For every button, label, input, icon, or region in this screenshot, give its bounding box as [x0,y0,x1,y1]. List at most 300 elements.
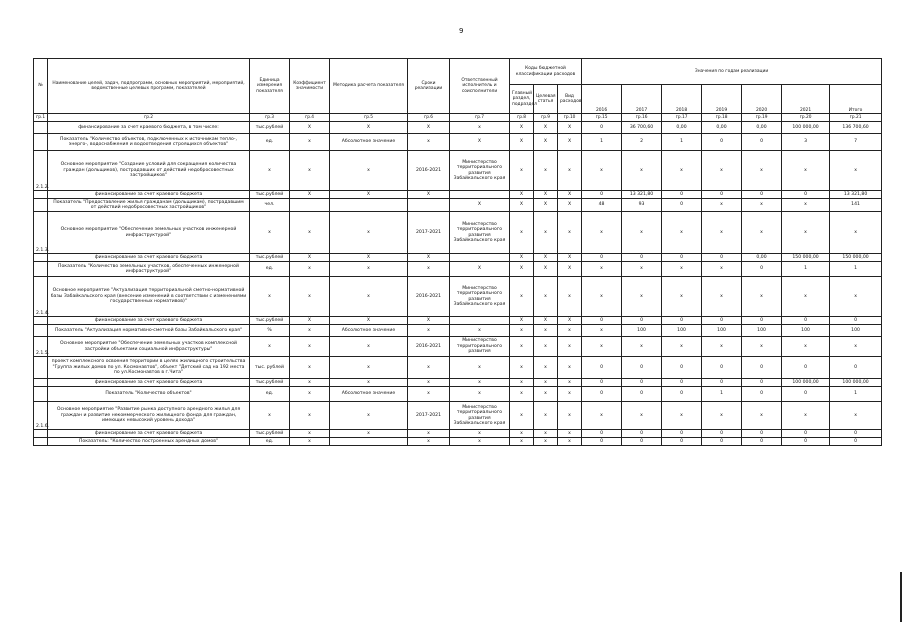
cell-name: Основное мероприятие "Создание условий для сокращения количества граждан (дольщиков), пострадавших от действий недобросовестных застройщиков" [48,151,250,191]
cell-c3: Х [558,134,582,151]
cell-value: 0 [742,262,782,277]
cell-value: 0 [662,254,702,262]
cell-value: х [782,199,830,212]
table-row [34,212,882,254]
header-codes: Коды бюджетной классификации расходов [510,59,582,85]
cell-name: Основное мероприятие "Обеспечение земельных участков инженерной инфраструктурой" [48,212,250,254]
table-row [34,317,882,325]
cell-exec [450,254,510,262]
cell-exec: Министерство территориального развития [450,337,510,357]
cell-value: 100 [702,325,742,337]
cell-num [34,387,48,402]
cell-value: х [742,402,782,430]
cell-value: х [702,212,742,254]
cell-num [34,317,48,325]
cell-term: х [408,387,450,402]
cell-unit: х [250,277,290,317]
table-row [34,254,882,262]
cell-value: 0 [742,430,782,438]
cell-method: Абсолютное значение [330,387,408,402]
cell-num [34,254,48,262]
gr-cell: гр.18 [702,114,742,122]
cell-value: х [662,262,702,277]
table-row [34,357,882,379]
cell-unit: тыс.рублей [250,317,290,325]
cell-c3: х [558,357,582,379]
cell-c1: х [510,212,534,254]
cell-c1: Х [510,122,534,134]
cell-value: 36 700,60 [622,122,662,134]
cell-c2: Х [534,317,558,325]
gr-cell: гр.4 [290,114,330,122]
cell-value: 0 [662,387,702,402]
cell-value: 0 [622,430,662,438]
cell-value: х [622,337,662,357]
cell-num: 2.1.5. [34,337,48,357]
cell-c2: х [534,212,558,254]
cell-value: х [582,262,622,277]
cell-c2: х [534,430,558,438]
cell-num [34,191,48,199]
gr-cell: гр.15 [582,114,622,122]
table-row [34,151,882,191]
table-row [34,387,882,402]
header-name: Наименование целей, задач, подпрограмм, основных мероприятий, мероприятий, ведомственные целевых программ, показателей [48,59,250,114]
cell-value: 0 [582,430,622,438]
cell-coef: х [290,379,330,387]
cell-value: 0 [742,317,782,325]
cell-value: х [702,199,742,212]
cell-c3: Х [558,317,582,325]
cell-num [34,199,48,212]
cell-value: 0 [830,317,882,325]
gr-cell: гр.16 [622,114,662,122]
cell-term: х [408,438,450,446]
cell-value: 0 [742,379,782,387]
cell-value: 100 [830,325,882,337]
cell-unit: х [250,337,290,357]
cell-value: 1 [782,262,830,277]
header-term: Сроки реализации [408,59,450,114]
cell-name: Показатель: "Количество построенных арендных домов" [48,438,250,446]
cell-name: Основное мероприятие "Обеспечение земельных участков комплексной застройки объектами социальной инфраструктуры" [48,337,250,357]
cell-value: 0 [782,317,830,325]
header-row-1 [34,59,882,85]
gr-cell: гр.7 [450,114,510,122]
cell-method: Абсолютное значение [330,134,408,151]
header-num: № [34,59,48,114]
cell-unit: х [250,212,290,254]
cell-term: 2017-2021 [408,402,450,430]
table-row [34,337,882,357]
cell-c2: Х [534,199,558,212]
cell-unit: % [250,325,290,337]
cell-value: х [702,262,742,277]
cell-method: х [330,151,408,191]
gr-cell: гр.8 [510,114,534,122]
cell-value: 0 [702,134,742,151]
cell-c2: х [534,151,558,191]
cell-num [34,325,48,337]
cell-value: 100 [622,325,662,337]
cell-c1: х [510,430,534,438]
gr-cell: гр.3 [250,114,290,122]
cell-value: 0 [582,317,622,325]
cell-coef: Х [290,317,330,325]
gr-cell: гр.1 [34,114,48,122]
cell-name: финансирование за счет краевого бюджета [48,430,250,438]
cell-exec: х [450,122,510,134]
cell-unit: ед. [250,134,290,151]
cell-c2: Х [534,262,558,277]
cell-value: х [702,337,742,357]
cell-value: х [830,402,882,430]
cell-value: 0 [622,379,662,387]
table-row [34,191,882,199]
header-year-2021: 2021 [782,85,830,114]
cell-c1: Х [510,134,534,151]
cell-value: х [702,277,742,317]
cell-name: Показатель "Актуализация нормативно-сметной базы Забайкальского края" [48,325,250,337]
cell-value: х [622,402,662,430]
cell-unit: ед. [250,438,290,446]
cell-value: 0 [830,438,882,446]
cell-c3: х [558,430,582,438]
cell-value: 1 [662,134,702,151]
cell-method [330,199,408,212]
table-row [34,325,882,337]
cell-value: 0 [702,430,742,438]
cell-value: 0 [662,199,702,212]
cell-value: 0 [742,134,782,151]
gr-cell: гр.17 [662,114,702,122]
cell-value: х [662,212,702,254]
cell-value: х [782,151,830,191]
cell-value: х [830,212,882,254]
cell-coef: х [290,438,330,446]
cell-method: х [330,212,408,254]
header-method: Методика расчета показателя [330,59,408,114]
cell-num [34,438,48,446]
cell-value: 0 [662,438,702,446]
cell-method: Х [330,254,408,262]
cell-value: 0 [582,122,622,134]
header-total: Итого [830,85,882,114]
cell-value: 0 [782,387,830,402]
cell-c2: х [534,438,558,446]
cell-value: х [622,212,662,254]
cell-value: 13 321,80 [830,191,882,199]
cell-c3: Х [558,262,582,277]
cell-term: х [408,379,450,387]
cell-value: 1 [582,134,622,151]
cell-unit: тыс.рублей [250,430,290,438]
cell-num: 2.1.2. [34,151,48,191]
cell-value: 1 [702,387,742,402]
cell-name: финансирование за счет краевого бюджета [48,191,250,199]
cell-value: х [742,212,782,254]
cell-num: 2.1.6. [34,402,48,430]
cell-value: 100 000,00 [782,379,830,387]
cell-name: Показатель "Предоставление жилья гражданам (дольщикам), пострадавшим от действий недобросовестных застройщиков" [48,199,250,212]
cell-value: 93 [622,199,662,212]
cell-value: х [742,277,782,317]
cell-term: Х [408,317,450,325]
cell-value: х [662,277,702,317]
gr-cell: гр.6 [408,114,450,122]
cell-c3: х [558,212,582,254]
cell-value: х [702,402,742,430]
header-code-type: Вид расходов [558,85,582,114]
cell-term: 2017-2021 [408,212,450,254]
cell-value: х [782,402,830,430]
cell-method: х [330,357,408,379]
table-row [34,438,882,446]
cell-coef: х [290,387,330,402]
page-number: 9 [459,27,464,35]
cell-value: х [662,402,702,430]
cell-value: 100 [782,325,830,337]
cell-term: х [408,357,450,379]
cell-c1: х [510,325,534,337]
cell-exec: х [450,387,510,402]
cell-value: х [582,337,622,357]
table-row [34,122,882,134]
cell-c1: х [510,387,534,402]
cell-method: х [330,337,408,357]
cell-c1: Х [510,317,534,325]
cell-unit: тыс.рублей [250,254,290,262]
cell-value: х [622,151,662,191]
cell-method: х [330,402,408,430]
cell-exec: Министерство территориального развития Забайкальского края [450,151,510,191]
cell-value: 0 [702,379,742,387]
gr-cell: гр.9 [534,114,558,122]
cell-c1: Х [510,254,534,262]
cell-value: х [582,151,622,191]
cell-term: 2016-2021 [408,337,450,357]
cell-name: финансирование за счет краевого бюджета, в том числе: [48,122,250,134]
cell-name: финансирование за счет краевого бюджета [48,317,250,325]
scan-edge-mark [900,572,902,622]
cell-c1: х [510,357,534,379]
column-number-row [34,114,882,122]
cell-value: 100 [742,325,782,337]
cell-c3: Х [558,122,582,134]
gr-cell: гр.2 [48,114,250,122]
cell-name: Показатель "Количество объектов, подключенных к источникам тепло-, энерго-, водоснабжения и водоотведения строящихся объектов" [48,134,250,151]
cell-unit: тыс.рублей [250,191,290,199]
cell-value: 13 321,80 [622,191,662,199]
cell-num [34,430,48,438]
cell-unit: тыс. рублей [250,357,290,379]
cell-value: 7 [830,134,882,151]
cell-coef: Х [290,191,330,199]
header-exec: Ответственный исполнитель и соисполнители [450,59,510,114]
table-row [34,379,882,387]
cell-name: Основное мероприятие "Развитие рынка доступного арендного жилья для граждан и развитие некоммерческого жилищного фонда для граждан, имеющих невысокий уровень дохода" [48,402,250,430]
cell-value: 0,00 [662,122,702,134]
cell-num: 2.1.3. [34,212,48,254]
cell-c2: х [534,325,558,337]
cell-term: Х [408,254,450,262]
cell-value: х [622,262,662,277]
cell-coef: Х [290,254,330,262]
cell-unit: ед. [250,387,290,402]
cell-value: 0 [622,317,662,325]
cell-term: 2016-2021 [408,277,450,317]
cell-exec: х [450,325,510,337]
cell-exec: Х [450,262,510,277]
cell-value: 0,00 [742,122,782,134]
cell-exec [450,191,510,199]
table-row [34,277,882,317]
cell-value: 0 [702,191,742,199]
cell-num: 2.1.4. [34,277,48,317]
cell-term: х [408,325,450,337]
cell-name: Основное мероприятие "Актуализация территориальной сметно-нормативной базы Забайкальского края (внесение изменений в соответствии с изменениями государственных нормативов)" [48,277,250,317]
cell-value: 0 [830,357,882,379]
cell-value: 0 [662,191,702,199]
gr-cell: гр.20 [782,114,830,122]
table-row [34,262,882,277]
cell-c3: х [558,151,582,191]
cell-value: 48 [582,199,622,212]
cell-value: 0 [702,317,742,325]
cell-value: 0 [582,357,622,379]
cell-coef: Х [290,122,330,134]
cell-num [34,357,48,379]
cell-value: 0 [582,191,622,199]
header-year-2019: 2019 [702,85,742,114]
cell-value: х [742,337,782,357]
cell-term: х [408,134,450,151]
gr-cell: гр.21 [830,114,882,122]
cell-num [34,262,48,277]
cell-value: х [830,337,882,357]
program-table [33,58,882,446]
cell-coef: х [290,357,330,379]
cell-num [34,379,48,387]
cell-value: 0 [782,191,830,199]
cell-exec: х [450,438,510,446]
header-year-2016: 2016 [582,85,622,114]
cell-method: Х [330,122,408,134]
cell-term: Х [408,191,450,199]
cell-method [330,438,408,446]
gr-cell: гр.19 [742,114,782,122]
cell-value: 0 [702,357,742,379]
cell-value: х [782,337,830,357]
cell-c1: х [510,379,534,387]
cell-num [34,122,48,134]
cell-value: х [742,151,782,191]
cell-value: х [702,151,742,191]
cell-coef: х [290,277,330,317]
cell-unit: х [250,402,290,430]
cell-value: х [830,151,882,191]
cell-value: 0 [582,254,622,262]
cell-c2: Х [534,134,558,151]
cell-unit: х [250,151,290,191]
cell-term: 2016-2021 [408,151,450,191]
cell-c3: Х [558,199,582,212]
cell-value: х [742,199,782,212]
cell-coef: х [290,325,330,337]
cell-term [408,199,450,212]
cell-value: 2 [622,134,662,151]
cell-c3: х [558,277,582,317]
cell-value: 0,00 [742,254,782,262]
cell-unit: ед. [250,262,290,277]
cell-c3: х [558,379,582,387]
header-year-2020: 2020 [742,85,782,114]
cell-value: 136 700,60 [830,122,882,134]
cell-c1: х [510,438,534,446]
gr-cell: гр.5 [330,114,408,122]
cell-value: 0 [622,254,662,262]
cell-term: Х [408,122,450,134]
cell-c1: Х [510,199,534,212]
cell-coef: х [290,337,330,357]
cell-value: х [582,277,622,317]
cell-exec: х [450,379,510,387]
cell-value: 0 [742,191,782,199]
cell-value: 100 000,00 [830,379,882,387]
cell-c1: х [510,402,534,430]
cell-exec [450,317,510,325]
table-row [34,402,882,430]
cell-value: 100 000,00 [782,122,830,134]
cell-exec: х [450,357,510,379]
cell-value: 0 [622,387,662,402]
cell-value: 0 [742,387,782,402]
cell-coef: х [290,402,330,430]
cell-value: х [582,402,622,430]
cell-c2: х [534,277,558,317]
cell-c2: х [534,402,558,430]
table-body [34,122,882,446]
cell-value: 150 000,00 [830,254,882,262]
header-code-art: Целевая статья [534,85,558,114]
cell-exec: Министерство территориального развития Забайкальского края [450,212,510,254]
cell-exec: х [450,430,510,438]
cell-value: х [782,212,830,254]
cell-c3: Х [558,191,582,199]
cell-value: 150 000,00 [782,254,830,262]
cell-value: х [582,212,622,254]
cell-c1: Х [510,262,534,277]
cell-value: 0 [662,317,702,325]
cell-value: х [582,325,622,337]
cell-method: Абсолютное значение [330,325,408,337]
cell-method: Х [330,317,408,325]
cell-c2: х [534,387,558,402]
cell-coef: х [290,134,330,151]
cell-c1: х [510,277,534,317]
cell-name: Показатель "Количество объектов" [48,387,250,402]
cell-c3: х [558,402,582,430]
cell-num [34,134,48,151]
cell-name: финансирование за счет краевого бюджета [48,379,250,387]
cell-c3: х [558,337,582,357]
cell-value: 0 [582,438,622,446]
cell-value: 0,00 [702,122,742,134]
cell-value: 0 [702,438,742,446]
header-unit: Единица измерения показателя [250,59,290,114]
cell-name: проект комплексного освоения территории в целях жилищного строительства "Группа жилых домов по ул. Космонавтов", объект "Детский сад на 192 места по ул.Космонавтов в г.Чита" [48,357,250,379]
cell-c3: х [558,325,582,337]
